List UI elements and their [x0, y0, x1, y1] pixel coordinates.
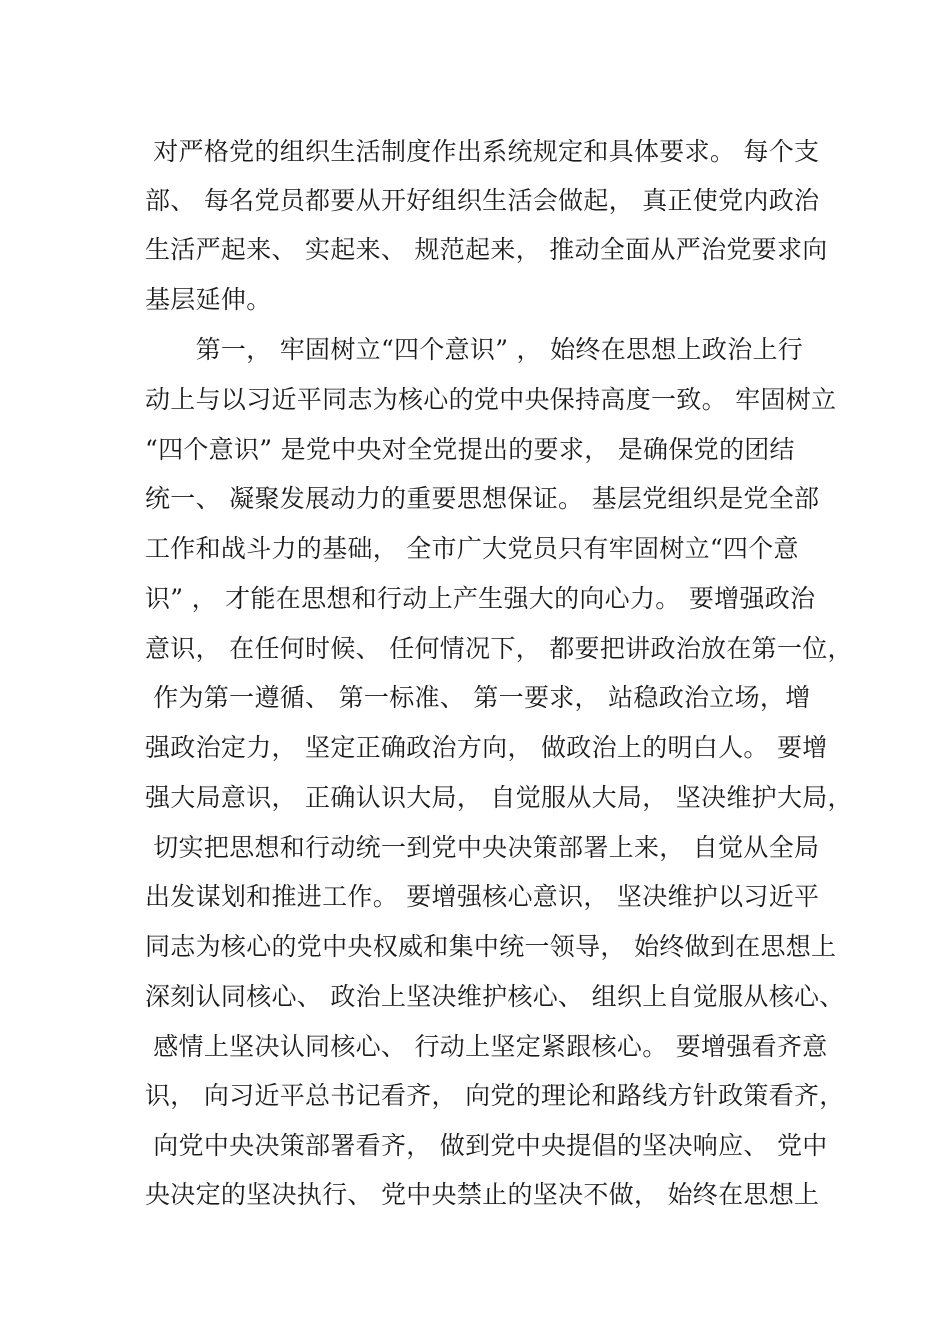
text-line: 出发谋划和推进工作。 要增强核心意识， 坚决维护以习近平: [145, 882, 820, 911]
text-line: 感情上坚决认同核心、 行动上坚定紧跟核心。 要增强看齐意: [145, 1032, 828, 1061]
text-line: 切实把思想和行动统一到党中央决策部署上来， 自觉从全局: [145, 833, 820, 862]
text-line: 强政治定力， 坚定正确政治方向， 做政治上的明白人。 要增: [145, 733, 828, 762]
text-line: 同志为核心的党中央权威和集中统一领导， 始终做到在思想上: [145, 932, 837, 961]
text-line: 动上与以习近平同志为核心的党中央保持高度一致。 牢固树立: [145, 385, 837, 414]
text-line: 意识， 在任何时候、 任何情况下， 都要把讲政治放在第一位，: [145, 634, 853, 663]
text-line: 强大局意识， 正确认识大局， 自觉服从大局， 坚决维护大局，: [145, 783, 853, 812]
text-line: 统一、 凝聚发展动力的重要思想保证。 基层党组织是党全部: [145, 484, 820, 513]
text-line: 部、 每名党员都要从开好组织生活会做起， 真正使党内政治: [145, 186, 820, 215]
text-line: 工作和战斗力的基础， 全市广大党员只有牢固树立“四个意: [145, 534, 799, 563]
text-line: 识， 向习近平总书记看齐， 向党的理论和路线方针政策看齐，: [145, 1081, 845, 1110]
text-line: 央决定的坚决执行、 党中央禁止的坚决不做， 始终在思想上: [145, 1180, 820, 1209]
text-line: 第一， 牢固树立“四个意识” ， 始终在思想上政治上行: [145, 335, 804, 364]
text-line: 深刻认同核心、 政治上坚决维护核心、 组织上自觉服从核心、: [145, 982, 845, 1011]
text-line: 作为第一遵循、 第一标准、 第一要求， 站稳政治立场，增: [145, 683, 811, 712]
text-line: 识” ， 才能在思想和行动上产生强大的向心力。 要增强政治: [145, 584, 816, 613]
text-line: “四个意识” 是党中央对全党提出的要求， 是确保党的团结: [145, 435, 795, 464]
text-line: 生活严起来、 实起来、 规范起来， 推动全面从严治党要求向: [145, 235, 828, 264]
text-line: 对严格党的组织生活制度作出系统规定和具体要求。 每个支: [145, 137, 820, 166]
text-line: 基层延伸。: [145, 285, 272, 314]
text-line: 向党中央决策部署看齐， 做到党中央提倡的坚决响应、 党中: [145, 1131, 828, 1160]
